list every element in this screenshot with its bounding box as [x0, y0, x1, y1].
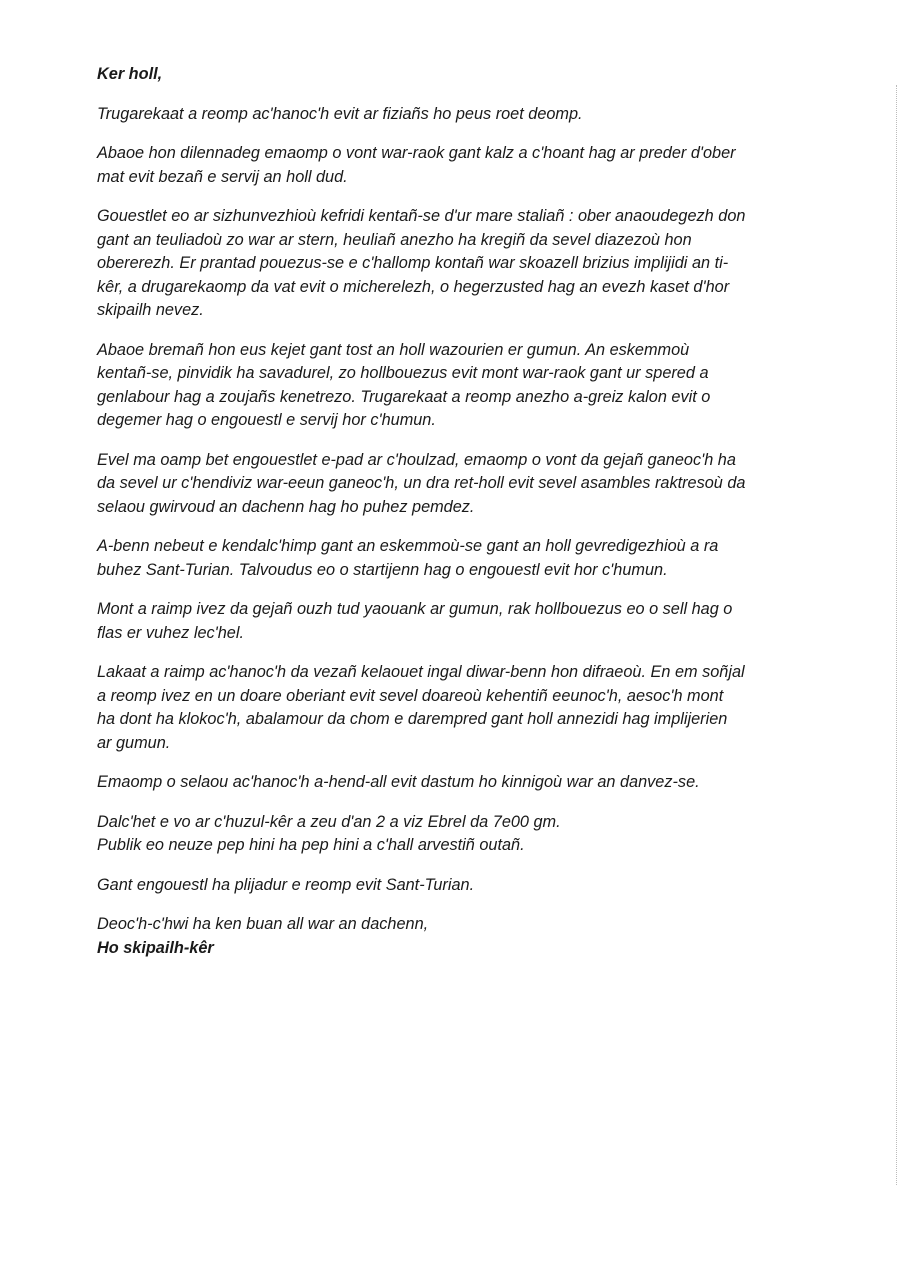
paragraph-line: gant an teuliadoù zo war ar stern, heuliañ anezho ha kregiñ da sevel diazezoù hon: [97, 230, 692, 249]
paragraph: [97, 598, 817, 645]
paragraph-line: Gouestlet eo ar sizhunvezhioù kefridi kentañ-se d'ur mare staliañ : ober anaoudegezh don: [97, 207, 746, 225]
paragraph-line: a reomp ivez en un doare oberiant evit sevel doareoù kehentiñ eeunoc'h, aesoc'h mont: [97, 686, 724, 705]
paragraph-line: degemer hag o engouestl e servij hor c'humun.: [97, 411, 436, 429]
paragraph: [97, 449, 817, 520]
letter-body: [97, 63, 817, 976]
paragraph-line: Emaomp o selaou ac'hanoc'h a-hend-all evit dastum ho kinnigoù war an danvez-se.: [97, 773, 700, 791]
paragraph-line: Abaoe hon dilennadeg emaomp o vont war-raok gant kalz a c'hoant hag ar preder d'ober: [97, 144, 736, 162]
paragraph-line: da sevel ur c'hendiviz war-eeun ganeoc'h, un dra ret-holl evit sevel asambles raktresoù da: [97, 474, 746, 492]
paragraph: [97, 661, 817, 755]
paragraph-line: obererezh. Er prantad pouezus-se e c'hallomp kontañ war skoazell brizius implijidi an ti-: [97, 254, 729, 272]
paragraph-line: Dalc'het e vo ar c'huzul-kêr a zeu d'an 2 a viz Ebrel da 7e00 gm.: [97, 812, 561, 831]
paragraph: [97, 142, 817, 189]
paragraph: [97, 771, 817, 795]
paragraph-line: Publik eo neuze pep hini ha pep hini a c'hall arvestiñ outañ.: [97, 836, 525, 854]
paragraph-line: Gant engouestl ha plijadur e reomp evit Sant-Turian.: [97, 875, 475, 894]
paragraph-line: genlabour hag a zoujañs kenetrezo. Trugarekaat a reomp anezho a-greiz kalon evit o: [97, 387, 711, 406]
paragraph-line: buhez Sant-Turian. Talvoudus eo o startijenn hag o engouestl evit hor c'humun.: [97, 560, 668, 579]
paragraph-line: kêr, a drugarekaomp da vat evit o micherelezh, o hegerzusted hag an evezh kaset d'hor: [97, 277, 730, 296]
closing: Deoc'h-c'hwi ha ken buan all war an dachenn,: [97, 915, 429, 933]
paragraph-line: ha dont ha klokoc'h, abalamour da chom e darempred gant holl annezidi hag implijerien: [97, 710, 728, 728]
paragraph-line: skipailh nevez.: [97, 301, 204, 319]
paragraph-line: A-benn nebeut e kendalc'himp gant an eskemmoù-se gant an holl gevredigezhioù a ra: [97, 537, 719, 555]
signature: Ho skipailh-kêr: [97, 938, 214, 957]
paragraph-line: mat evit bezañ e servij an holl dud.: [97, 167, 348, 186]
paragraph-line: Evel ma oamp bet engouestlet e-pad ar c'houlzad, emaomp o vont da gejañ ganeoc'h ha: [97, 450, 736, 469]
greeting: Ker holl,: [97, 65, 163, 83]
paragraph: [97, 339, 817, 433]
paragraph-line: kentañ-se, pinvidik ha savadurel, zo hollbouezus evit mont war-raok gant ur spered a: [97, 364, 709, 382]
paragraph-line: Mont a raimp ivez da gejañ ouzh tud yaouank ar gumun, rak hollbouezus eo o sell hag o: [97, 600, 733, 618]
page-edge-divider: [896, 85, 897, 1185]
closing-block: [97, 913, 817, 960]
paragraph: [97, 205, 817, 323]
paragraph: [97, 874, 817, 898]
paragraph-line: ar gumun.: [97, 733, 171, 752]
paragraph-line: Lakaat a raimp ac'hanoc'h da vezañ kelaouet ingal diwar-benn hon difraeoù. En em soñjal: [97, 663, 745, 681]
paragraph: [97, 103, 817, 127]
paragraphs: [97, 103, 817, 898]
paragraph: [97, 535, 817, 582]
paragraph: [97, 811, 817, 858]
paragraph-line: Trugarekaat a reomp ac'hanoc'h evit ar fiziañs ho peus roet deomp.: [97, 104, 583, 123]
paragraph-line: flas er vuhez lec'hel.: [97, 623, 245, 642]
paragraph-line: selaou gwirvoud an dachenn hag ho puhez pemdez.: [97, 497, 475, 516]
paragraph-line: Abaoe bremañ hon eus kejet gant tost an holl wazourien er gumun. An eskemmoù: [97, 340, 690, 359]
